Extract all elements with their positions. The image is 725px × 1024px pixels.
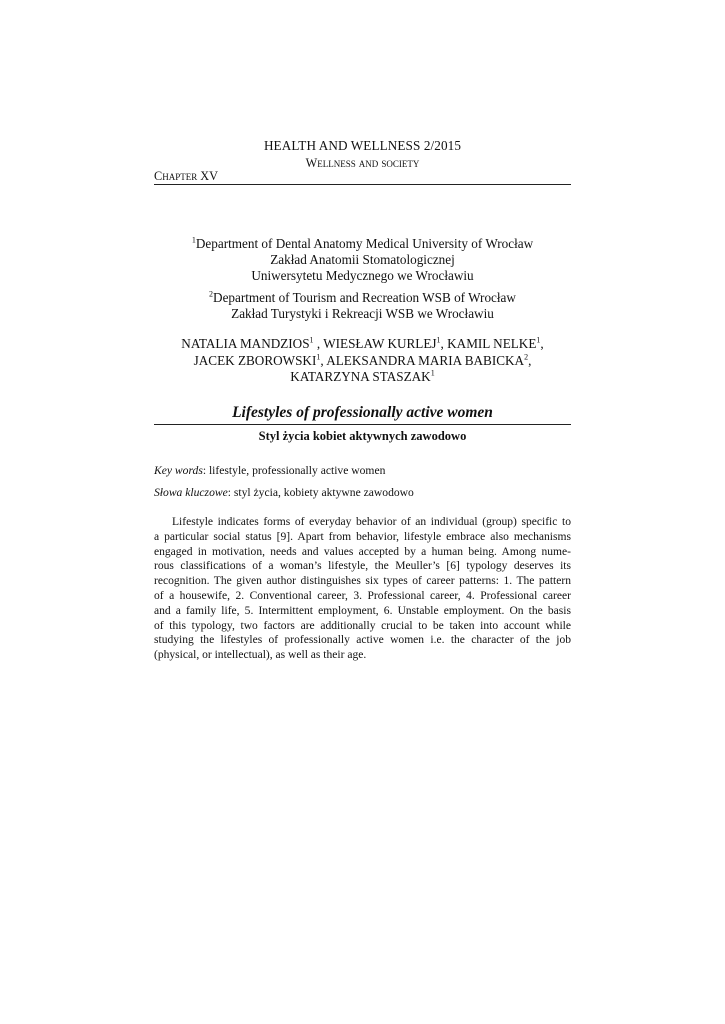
slowa-kluczowe-label: Słowa kluczowe (154, 486, 228, 499)
affiliation-1-text: Department of Dental Anatomy Medical University of Wrocław (195, 236, 534, 251)
author-name: NATALIA MANDZIOS (181, 336, 310, 351)
author-line-1 (0, 336, 725, 353)
affiliation-1 (0, 236, 725, 284)
slowa-kluczowe (154, 486, 414, 499)
author-sup: 1 (430, 368, 435, 378)
author-separator: , (440, 336, 448, 351)
body-line: a particular social status [9]. Apart from behavior, lifestyle embrace also mechanisms (154, 530, 571, 543)
author-name: JACEK ZBOROWSKI (193, 352, 317, 368)
affiliation-1-line-1 (0, 236, 725, 252)
affiliation-2-sup: 2 (209, 289, 214, 299)
author-sup: 1 (316, 352, 321, 362)
author-list (0, 336, 725, 386)
author-sup: 1 (309, 335, 314, 345)
body-line: studying the lifestyles of professionally active women i.e. the character of the job (154, 634, 571, 647)
title-divider (154, 424, 571, 425)
keywords (154, 464, 385, 477)
affiliation-1-sup: 1 (191, 235, 196, 245)
affiliation-2-line-2: Zakład Turystyki i Rekreacji WSB we Wrocławiu (231, 306, 494, 321)
keywords-text: : lifestyle, professionally active women (202, 464, 386, 477)
header-divider (154, 184, 571, 185)
body-line: of a housewife, 2. Conventional career, 3. Professional career, 4. Professional career (154, 589, 571, 602)
author-name: WIESŁAW KURLEJ (323, 336, 437, 351)
paper-title: Lifestyles of professionally active women (232, 404, 493, 421)
slowa-kluczowe-text: : styl życia, kobiety aktywne zawodowo (227, 486, 414, 499)
keywords-label: Key words (154, 464, 203, 477)
body-line: of this typology, two factors are additionally crucial to be taken into account while (154, 619, 571, 632)
section-header: Wellness and society (305, 156, 420, 170)
author-separator: , (313, 336, 324, 351)
body-line: (physical, or intellectual), as well as their age. (154, 649, 367, 662)
author-sup: 1 (536, 335, 541, 345)
journal-header: HEALTH AND WELLNESS 2/2015 (263, 138, 462, 153)
author-line-3 (0, 369, 725, 386)
author-separator: , (528, 352, 532, 368)
affiliation-2 (0, 290, 725, 322)
author-line-2 (0, 353, 725, 370)
body-line: engaged in motivation, needs and values accepted by a human being. Among nume- (154, 545, 571, 558)
body-line: recognition. The given author distinguishes six types of career patterns: 1. The pattern (154, 575, 571, 588)
affiliation-2-text: Department of Tourism and Recreation WSB of Wrocław (213, 290, 516, 305)
author-name: KAMIL NELKE (447, 336, 537, 351)
body-line: and a family life, 5. Intermittent employment, 6. Unstable employment. On the basis (154, 604, 571, 617)
author-sup: 1 (436, 335, 441, 345)
affiliation-2-line-1 (0, 290, 725, 306)
body-line: rous classifications of a woman’s lifestyle, the Meuller’s [6] typology deserves its (154, 560, 571, 573)
author-separator: , (320, 352, 327, 368)
body-paragraph (154, 515, 571, 663)
author-name: KATARZYNA STASZAK (290, 369, 431, 384)
chapter-label: Chapter XV (154, 169, 219, 183)
paper-subtitle: Styl życia kobiet aktywnych zawodowo (258, 429, 467, 443)
author-name: ALEKSANDRA MARIA BABICKA (326, 352, 525, 368)
author-separator: , (540, 336, 544, 351)
affiliation-1-line-3: Uniwersytetu Medycznego we Wrocławiu (251, 268, 474, 283)
author-sup: 2 (524, 352, 529, 362)
affiliation-1-line-2: Zakład Anatomii Stomatologicznej (270, 252, 455, 267)
body-line: Lifestyle indicates forms of everyday behavior of an individual (group) specific to (172, 516, 571, 528)
